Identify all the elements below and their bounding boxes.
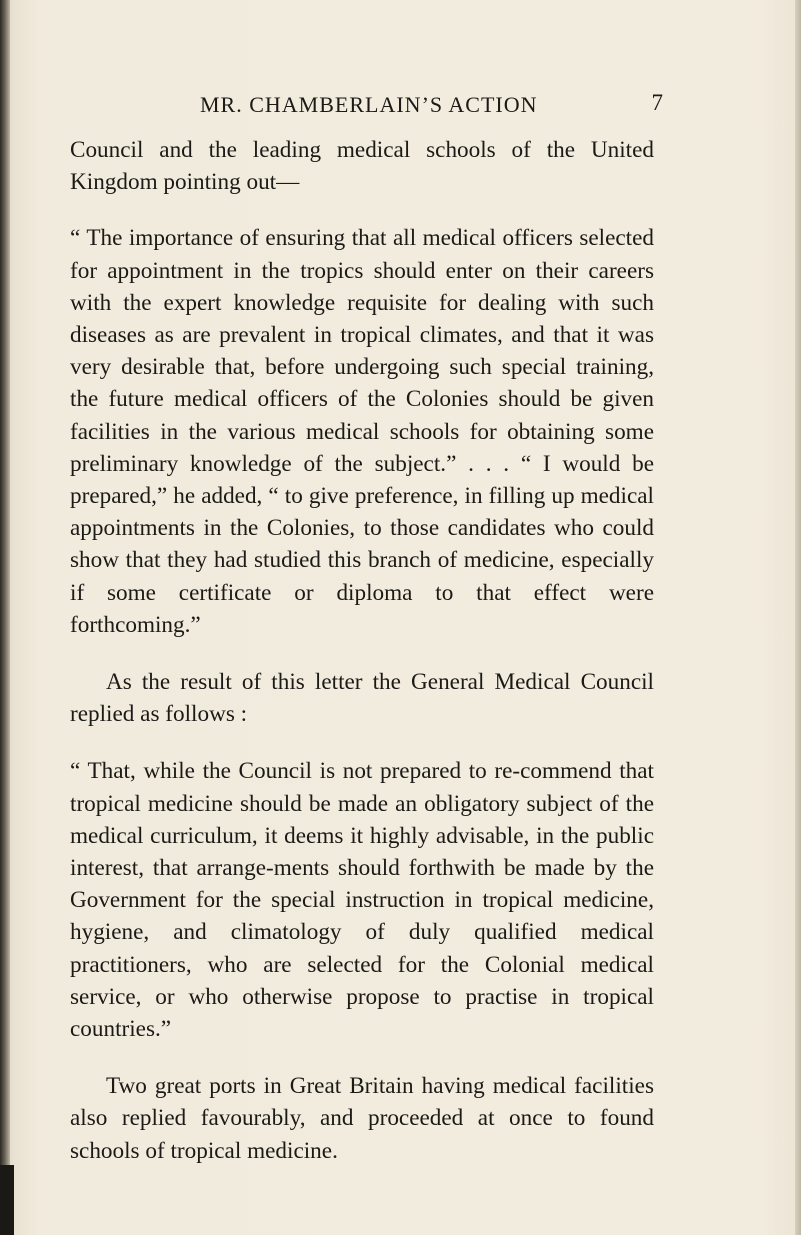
page-number: 7 [651, 90, 663, 115]
paragraph-gap [70, 641, 654, 666]
running-title: MR. CHAMBERLAIN’S ACTION [200, 92, 538, 117]
paragraph-gap [70, 198, 654, 222]
body-text [70, 134, 654, 1167]
paragraph-2-quote: “ The importance of ensuring that all medical officers selected for appointment in the tropics should enter on their careers with the expert knowledge requisite for dealing with such diseases as are prevalent in tropical climates, and that it was very desirable that, before undergoing such special training, the future medical officers of the Colonies should be given facilities in the various medical schools for obtaining some preliminary knowledge of the subject.” . . . “ I would be prepared,” he added, “ to give preference, in filling up medical appointments in the Colonies, to those candidates who could show that they had studied this branch of medicine, especially if some certificate or diploma to that effect were forthcoming.” [70, 225, 654, 638]
paragraph-gap [70, 730, 654, 755]
paragraph-1: Council and the leading medical schools of the United Kingdom pointing out— [70, 137, 654, 196]
paragraph-4-quote: “ That, while the Council is not prepared to re-commend that tropical medicine should be made an obligatory subject of the medical curriculum, it deems it highly advisable, in the public interest, that arrange-ments should forthwith be made by the Government for the special instruction in tropical medicine, hygiene, and climatology of duly qualified medical practitioners, who are selected for the Colonial medical service, or who otherwise propose to practise in tropical countries.” [70, 758, 654, 1043]
paragraph-gap [70, 1045, 654, 1070]
page-edge [795, 0, 801, 1235]
paragraph-5: Two great ports in Great Britain having medical facilities also replied favourably, and proceeded at once to found schools of tropical medicine. [70, 1073, 654, 1164]
binding-edge [0, 1165, 14, 1235]
paragraph-3: As the result of this letter the General Medical Council replied as follows : [70, 669, 654, 728]
running-header [70, 88, 663, 118]
book-spine-shadow [0, 0, 10, 1235]
